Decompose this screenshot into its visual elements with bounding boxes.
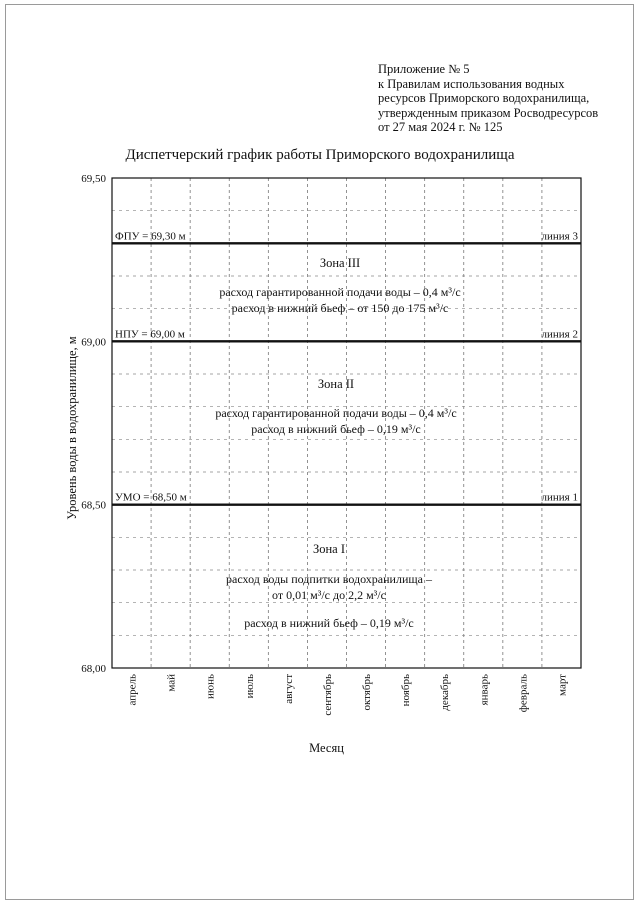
zone-description: расход воды подпитки водохранилища – xyxy=(226,572,432,586)
x-tick-label: январь xyxy=(478,674,491,706)
zone-name: Зона III xyxy=(319,256,361,270)
y-tick-label: 69,50 xyxy=(81,173,106,185)
x-tick-label: февраль xyxy=(517,674,530,713)
zone-description: расход в нижний бьеф – 0,19 м³/с xyxy=(251,422,421,436)
y-axis-title: Уровень воды в водохранилище, м xyxy=(65,336,79,520)
chart-title: Диспетчерский график работы Приморского водохранилища xyxy=(125,147,515,163)
x-tick-label: апрель xyxy=(126,674,139,706)
appendix-line: Приложение № 5 xyxy=(378,62,470,76)
appendix-line: утвержденным приказом Росводресурсов xyxy=(378,105,599,120)
y-tick-label: 68,50 xyxy=(81,499,106,512)
x-tick-label: март xyxy=(556,674,569,696)
zone-description: расход гарантированной подачи воды – 0,4 м³/с xyxy=(215,406,457,420)
threshold-level-label: НПУ = 69,00 м xyxy=(115,328,185,341)
x-tick-label: август xyxy=(282,674,295,704)
appendix-line: ресурсов Приморского водохранилища, xyxy=(378,91,590,106)
appendix-line: от 27 мая 2024 г. № 125 xyxy=(378,120,503,135)
x-tick-label: сентябрь xyxy=(321,674,334,716)
zone-name: Зона II xyxy=(317,377,355,391)
x-tick-label: ноябрь xyxy=(400,674,413,707)
threshold-line-name: линия 3 xyxy=(541,230,578,243)
threshold-line-name: линия 2 xyxy=(541,328,578,341)
threshold-level-label: ФПУ = 69,30 м xyxy=(115,230,186,243)
y-tick-label: 69,00 xyxy=(81,336,106,349)
x-tick-label: май xyxy=(165,674,178,692)
zone-description: расход в нижний бьеф – от 150 до 175 м³/с xyxy=(231,301,449,315)
threshold-line-name: линия 1 xyxy=(541,491,578,504)
x-tick-label: октябрь xyxy=(361,674,374,711)
x-axis-title: Месяц xyxy=(309,741,344,755)
zone-name: Зона I xyxy=(312,542,346,556)
appendix-line: к Правилам использования водных xyxy=(378,76,565,91)
x-tick-label: июнь xyxy=(204,674,217,700)
zone-description: от 0,01 м³/с до 2,2 м³/с xyxy=(272,588,386,602)
x-tick-label: июль xyxy=(243,674,256,699)
zone-description: расход в нижний бьеф – 0,19 м³/с xyxy=(244,616,414,630)
zone-description: расход гарантированной подачи воды – 0,4 м³/с xyxy=(219,285,461,299)
threshold-level-label: УМО = 68,50 м xyxy=(115,491,187,504)
x-tick-label: декабрь xyxy=(439,674,452,711)
y-tick-label: 68,00 xyxy=(81,663,106,675)
